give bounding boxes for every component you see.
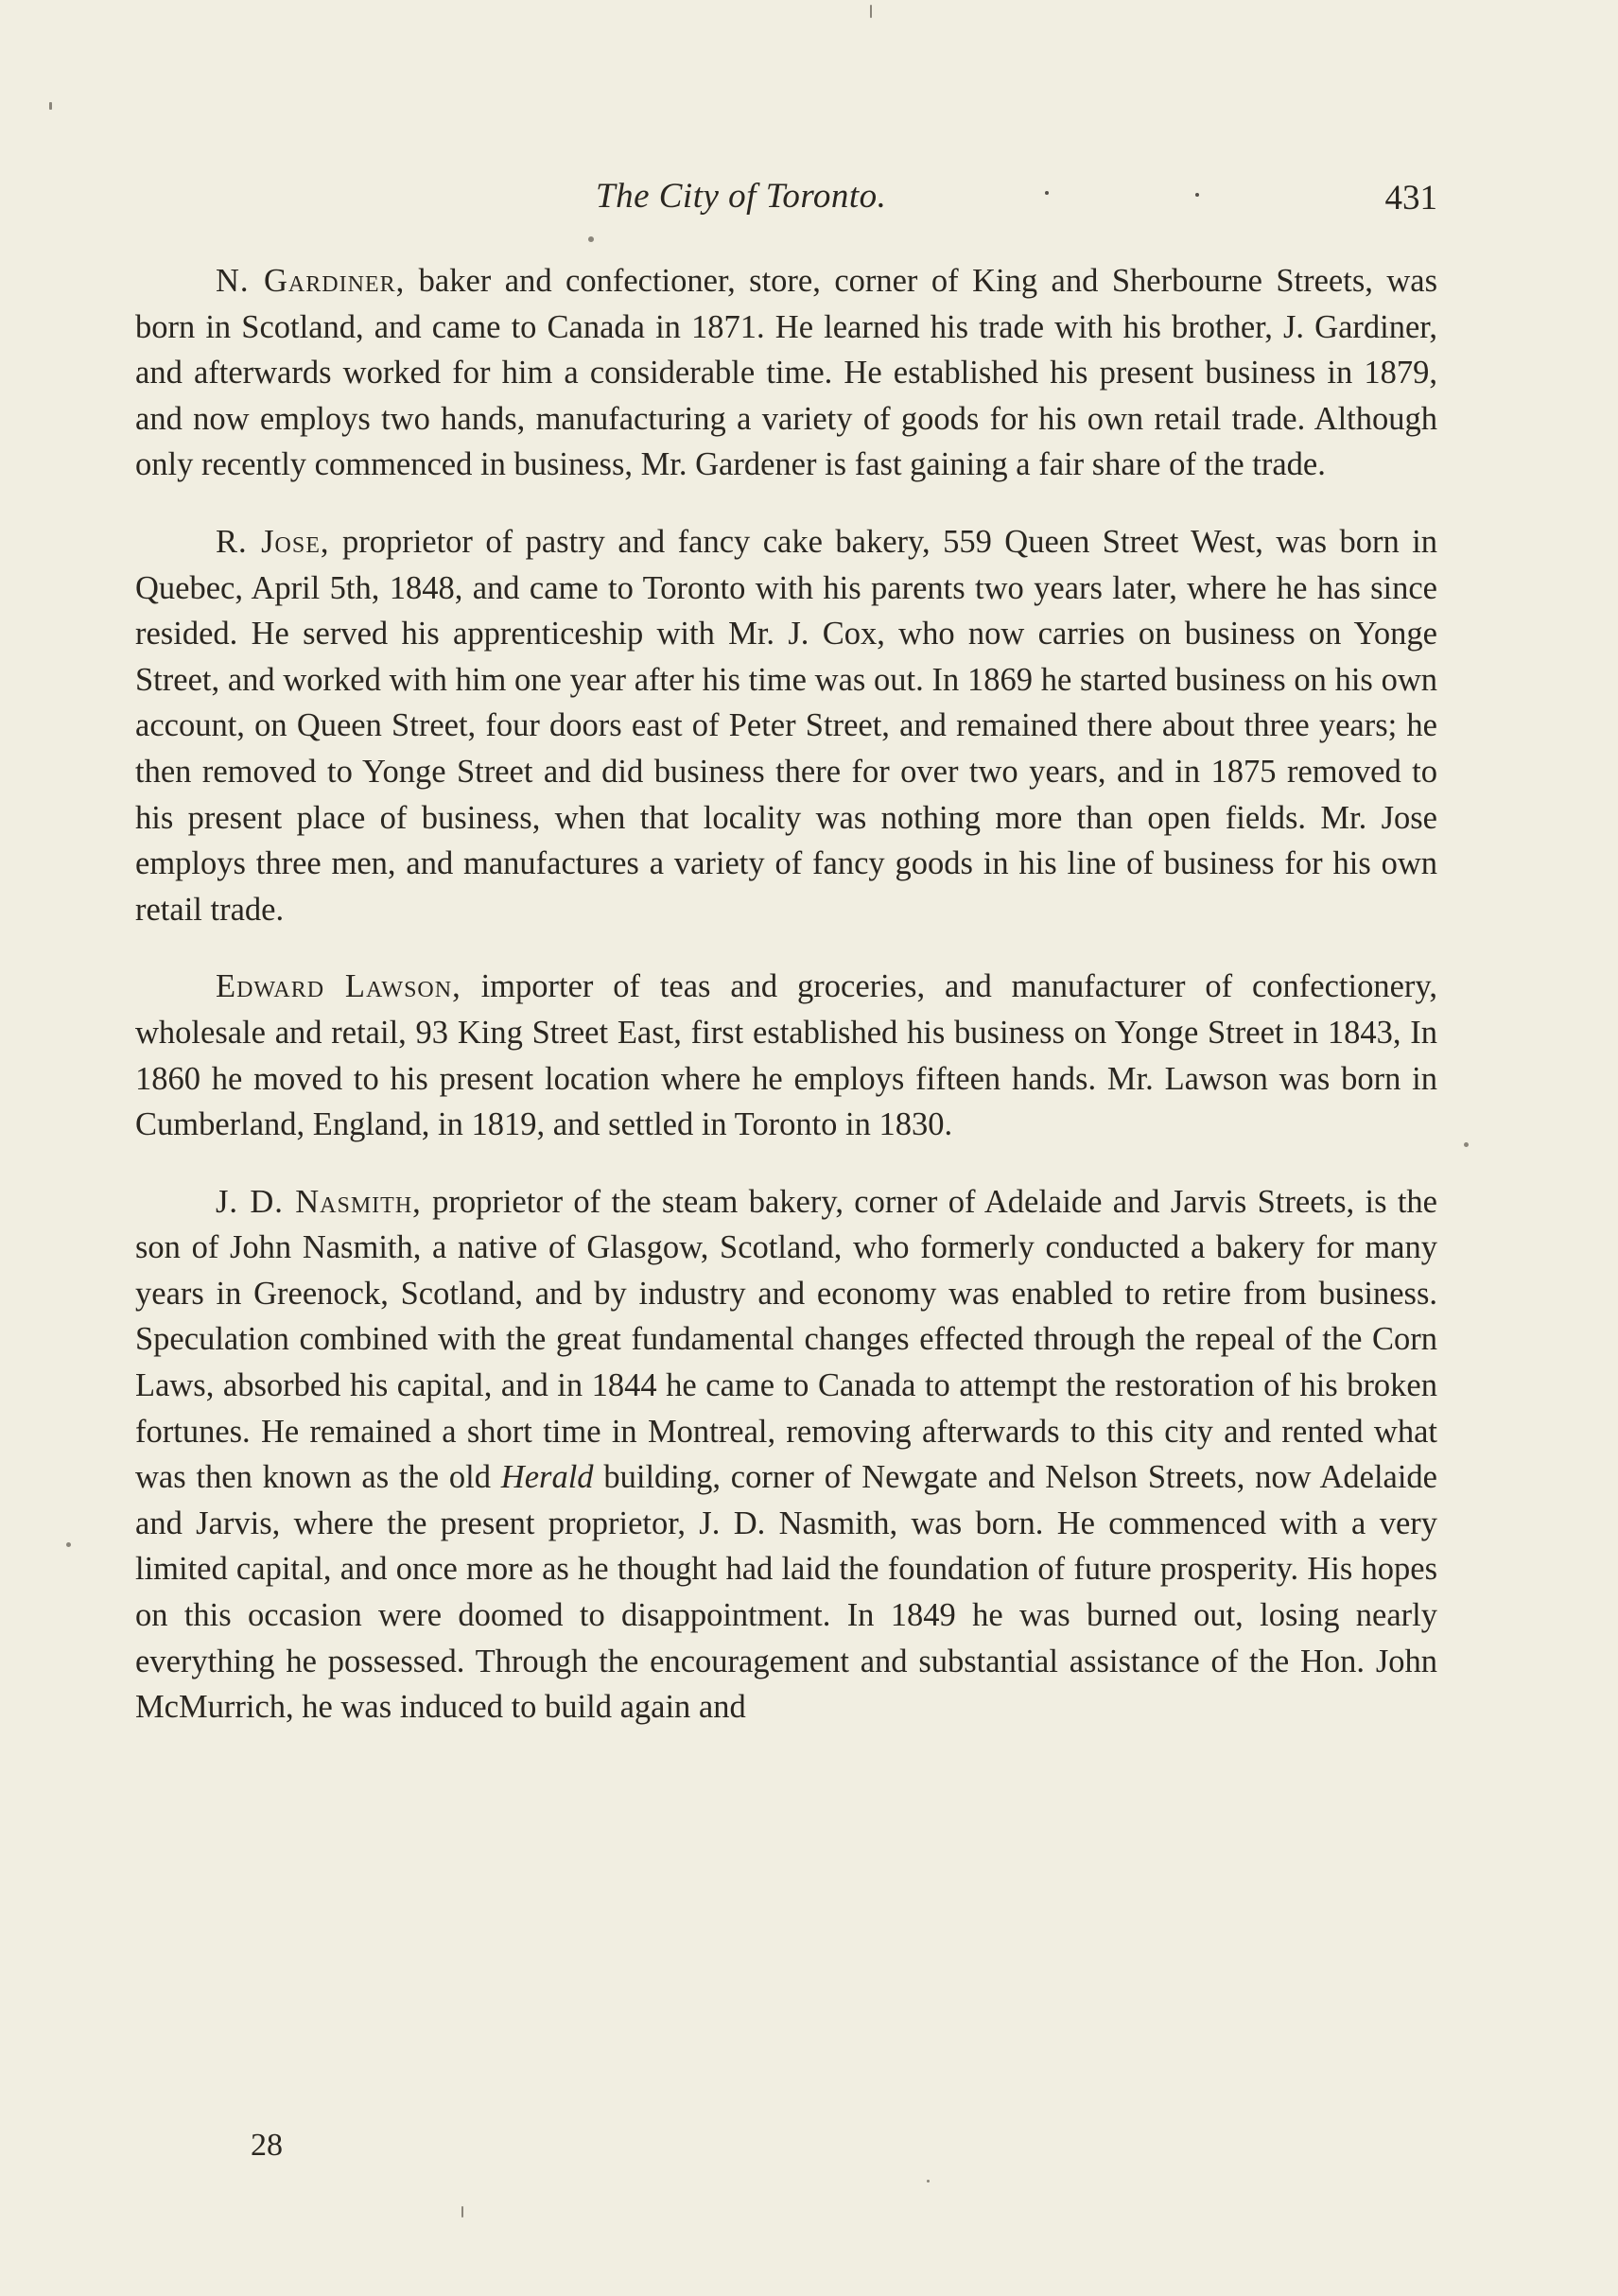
entry-name: J. D. Nasmith, [216, 1183, 422, 1220]
entry-text: building, corner of Newgate and Nelson Streets, now Adelaide and Jarvis, where the present proprietor, J. D. Nasmith, was born. He commenced with a very limited capital, and once more as he thought had laid the foundation of future prosperity. His hopes on this occasion were doomed to disappointment. In 1849 he was burned out, losing nearly everything he possessed. Through the encouragement and substantial assistance of the Hon. John McMurrich, he was induced to build again and [135, 1459, 1437, 1726]
running-title: The City of Toronto. [596, 177, 887, 216]
entry-name: Edward Lawson, [216, 968, 461, 1005]
entry-text: proprietor of pastry and fancy cake bakery, 559 Queen Street West, was born in Quebec, April 5th, 1848, and came to Toronto with his parents two years later, where he has since resided. He served his apprenticeship with Mr. J. Cox, who now carries on business on Yonge Street, and worked with him one year after his time was out. In 1869 he started business on his own account, on Queen Street, four doors east of Peter Street, and remained there about three years; he then removed to Yonge Street and did business there for over two years, and in 1875 removed to his present place of business, when that locality was nothing more than open fields. Mr. Jose employs three men, and manufactures a variety of fancy goods in his line of business for his own retail trade. [135, 523, 1437, 928]
paper-speck [588, 236, 594, 242]
paper-speck [66, 1542, 71, 1547]
header-dot [1045, 191, 1049, 195]
entry-italic-text: Herald [500, 1459, 594, 1496]
text-body [135, 258, 1437, 1762]
paper-speck [927, 2180, 930, 2183]
paper-speck [461, 2206, 463, 2218]
entry-gardiner [135, 258, 1437, 488]
paper-speck [49, 102, 52, 110]
page-header [132, 170, 1437, 227]
header-dot [1195, 193, 1199, 197]
entry-lawson [135, 964, 1437, 1147]
page-number: 431 [1384, 179, 1437, 217]
paper-speck [1464, 1142, 1469, 1147]
signature-mark: 28 [251, 2128, 283, 2163]
entry-text: baker and confectioner, store, corner of King and Sherbourne Streets, was born in Scotland, and came to Canada in 1871. He learned his trade with his brother, J. Gardiner, and afterwards worked for him a considerable time. He established his present business in 1879, and now employs two hands, manufacturing a variety of goods for his own retail trade. Although only recently commenced in business, Mr. Gardener is fast gaining a fair share of the trade. [135, 263, 1437, 483]
entry-name: N. Gardiner, [216, 263, 406, 299]
entry-jose [135, 519, 1437, 932]
entry-name: R. Jose, [216, 523, 330, 560]
paper-speck [870, 5, 872, 18]
entry-text: proprietor of the steam bakery, corner of Adelaide and Jarvis Streets, is the son of John Nasmith, a native of Glasgow, Scotland, who formerly conducted a bakery for many years in Greenock, Scotland, and by industry and economy was enabled to retire from business. Speculation combined with the great fundamental changes effected through the repeal of the Corn Laws, absorbed his capital, and in 1844 he came to Canada to attempt the restoration of his broken fortunes. He remained a short time in Montreal, removing afterwards to this city and rented what was then known as the old [135, 1183, 1437, 1496]
entry-nasmith [135, 1179, 1437, 1731]
entry-text: importer of teas and groceries, and manufacturer of confectionery, wholesale and retail, 93 King Street East, first established his business on Yonge Street in 1843, In 1860 he moved to his present location where he employs fifteen hands. Mr. Lawson was born in Cumberland, England, in 1819, and settled in Toronto in 1830. [135, 968, 1438, 1143]
